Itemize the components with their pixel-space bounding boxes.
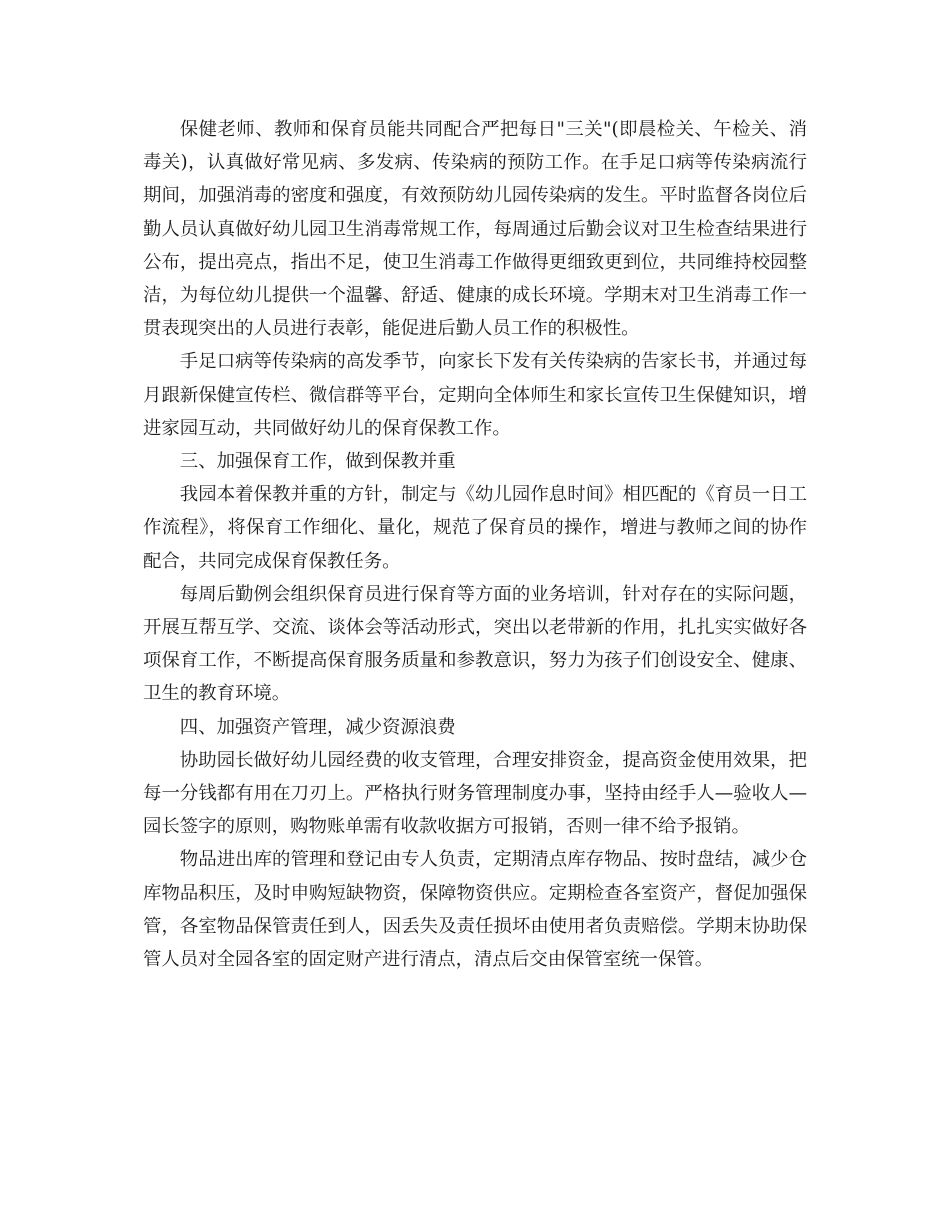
paragraph-weekly-training: 每周后勤例会组织保育员进行保育等方面的业务培训，针对存在的实际问题，开展互帮互学、交流、谈体会等活动形式，突出以老带新的作用，扎扎实实做好各项保育工作，不断提高保育服务质量和参教意识，努力为孩子们创设安全、健康、卫生的教育环境。 (143, 583, 807, 705)
paragraph-parent-notice: 手足口病等传染病的高发季节，向家长下发有关传染病的告家长书，并通过每月跟新保健宣传栏、微信群等平台，定期向全体师生和家长宣传卫生保健知识，增进家园互动，共同做好幼儿的保育保教工作。 (143, 351, 807, 439)
document-body (143, 113, 807, 976)
paragraph-inventory-management: 物品进出库的管理和登记由专人负责，定期清点库存物品、按时盘结，减少仓库物品积压，及时申购短缺物资，保障物资供应。定期检查各室资产，督促加强保管，各室物品保管责任到人，因丢失及责任损坏由使用者负责赔偿。学期末协助保管人员对全园各室的固定财产进行清点，清点后交由保管室统一保管。 (143, 849, 807, 971)
paragraph-childcare-workflow: 我园本着保教并重的方针，制定与《幼儿园作息时间》相匹配的《育员一日工作流程》，将保育工作细化、量化，规范了保育员的操作，增进与教师之间的协作配合，共同完成保育保教任务。 (143, 484, 807, 572)
paragraph-finance-management: 协助园长做好幼儿园经费的收支管理，合理安排资金，提高资金使用效果，把每一分钱都有用在刀刃上。严格执行财务管理制度办事，坚持由经手人—验收人—园长签字的原则，购物账单需有收款收据方可报销，否则一律不给予报销。 (143, 749, 807, 838)
section-heading-childcare: 三、加强保育工作，做到保教并重 (179, 451, 456, 473)
paragraph-hygiene-checks: 保健老师、教师和保育员能共同配合严把每日"三关"(即晨检关、午检关、消毒关)，认真做好常见病、多发病、传染病的预防工作。在手足口病等传染病流行期间，加强消毒的密度和强度，有效预防幼儿园传染病的发生。平时监督各岗位后勤人员认真做好幼儿园卫生消毒常规工作，每周通过后勤会议对卫生检查结果进行公布，提出亮点，指出不足，使卫生消毒工作做得更细致更到位，共同维持校园整洁，为每位幼儿提供一个温馨、舒适、健康的成长环境。学期末对卫生消毒工作一贯表现突出的人员进行表彰，能促进后勤人员工作的积极性。 (143, 119, 807, 340)
section-heading-assets: 四、加强资产管理，减少资源浪费 (179, 716, 456, 738)
